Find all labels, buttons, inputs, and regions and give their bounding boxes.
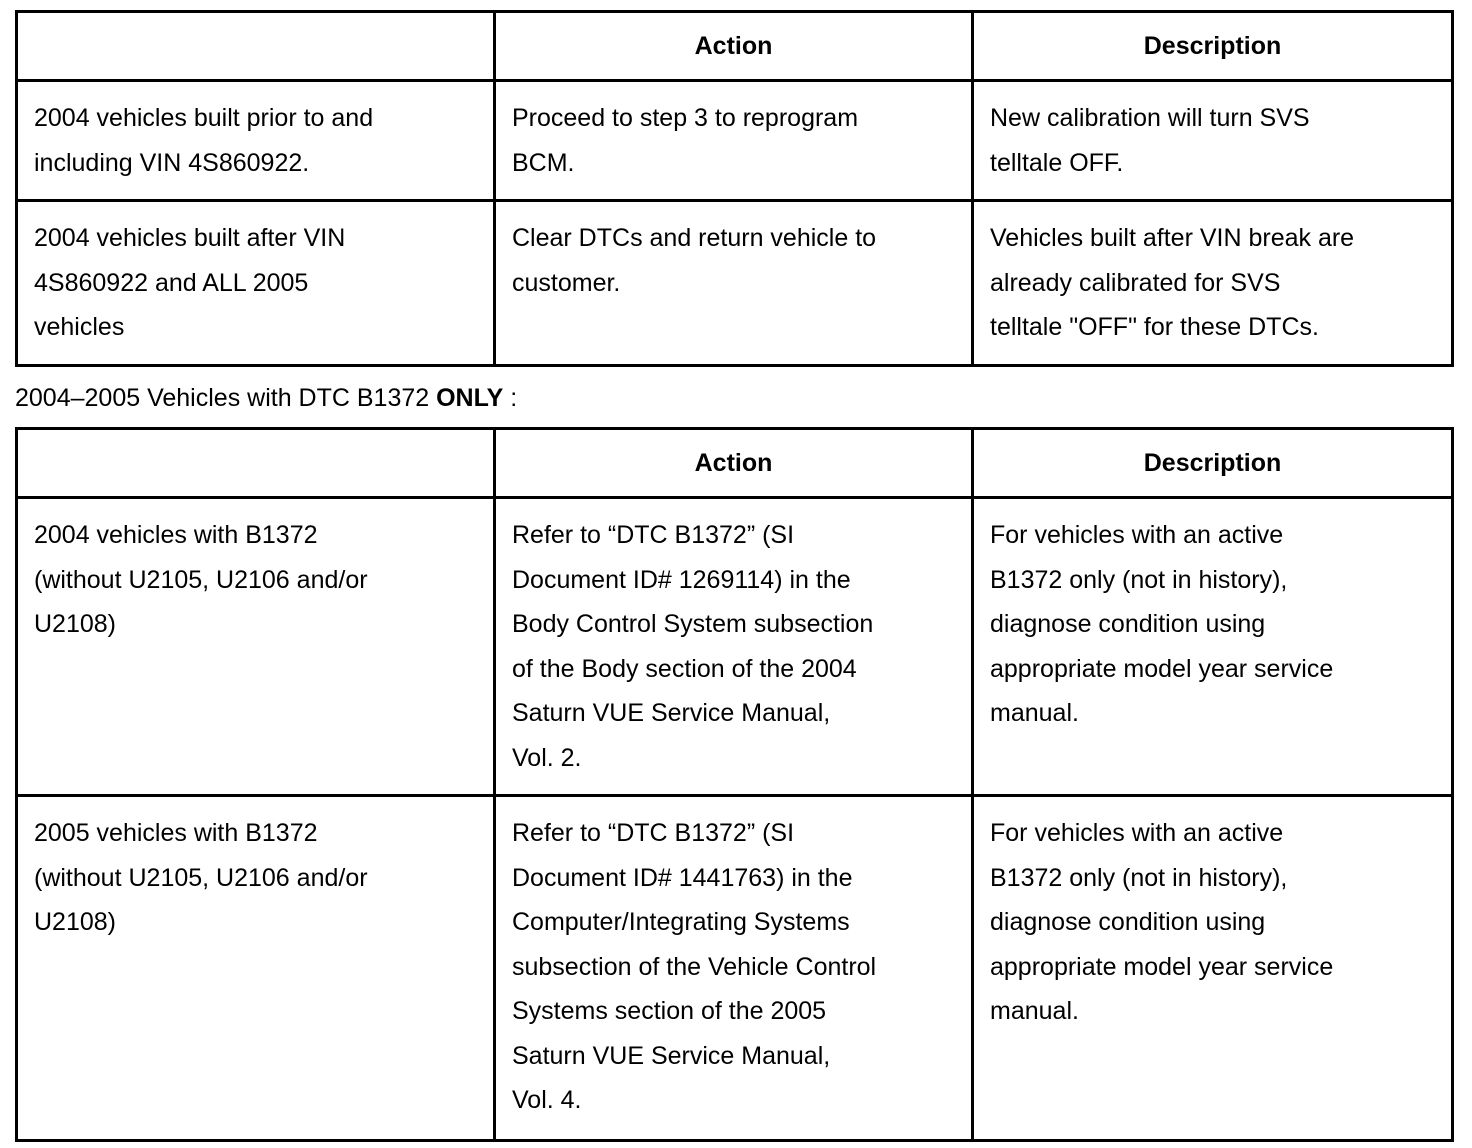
table-row [17,81,1453,201]
cell-line: appropriate model year service [990,654,1334,683]
condition-cell [17,796,495,1141]
cell-line: 2004 vehicles built prior to and [34,104,374,132]
cell-line: U2108) [34,908,116,936]
cell-line: telltale "OFF" for these DTCs. [990,313,1319,341]
cell-line: Vehicles built after VIN break are [990,224,1355,252]
cell-line: Clear DTCs and return vehicle to [512,224,877,252]
table-header-row [17,429,1453,498]
cell-line: Refer to “DTC B1372” (SI [512,819,795,847]
cell-line: Proceed to step 3 to reprogram [512,104,859,132]
table-row [17,796,1453,1141]
section-heading [15,380,517,416]
condition-cell [17,81,495,201]
description-cell [973,498,1453,796]
action-cell [495,201,973,366]
header-action: Action [495,12,973,81]
condition-cell [17,498,495,796]
cell-line: B1372 only (not in history), [990,565,1288,594]
description-cell [973,201,1453,366]
cell-line: manual. [990,997,1079,1025]
cell-line: subsection of the Vehicle Control [512,952,877,981]
cell-line: telltale OFF. [990,148,1124,177]
description-cell [973,81,1453,201]
cell-line: For vehicles with an active [990,819,1284,847]
cell-line: including VIN 4S860922. [34,148,310,177]
cell-line: of the Body section of the 2004 [512,654,857,683]
cell-line: already calibrated for SVS [990,268,1281,297]
cell-line: diagnose condition using [990,610,1266,638]
cell-line: Vol. 4. [512,1086,582,1114]
cell-line: For vehicles with an active [990,521,1284,549]
cell-line: B1372 only (not in history), [990,863,1288,892]
table-row [17,201,1453,366]
description-cell [973,796,1453,1141]
header-description: Description [973,12,1453,81]
section-heading-suffix: : [503,384,518,412]
cell-line: Document ID# 1441763) in the [512,863,853,892]
cell-line: Vol. 2. [512,743,582,772]
section-heading-emphasis: ONLY [436,384,504,412]
cell-line: (without U2105, U2106 and/or [34,863,368,892]
header-condition [17,429,495,498]
cell-line: 2004 vehicles with B1372 [34,521,318,549]
table-header-row [17,12,1453,81]
cell-line: Systems section of the 2005 [512,997,827,1025]
cell-line: customer. [512,268,621,297]
header-condition [17,12,495,81]
cell-line: Computer/Integrating Systems [512,908,850,936]
cell-line: vehicles [34,313,125,341]
header-description: Description [973,429,1453,498]
table-row [17,498,1453,796]
action-cell [495,81,973,201]
header-action: Action [495,429,973,498]
cell-line: (without U2105, U2106 and/or [34,565,368,594]
cell-line: U2108) [34,610,116,638]
cell-line: Document ID# 1269114) in the [512,565,851,594]
cell-line: Saturn VUE Service Manual, [512,699,831,727]
cell-line: appropriate model year service [990,952,1334,981]
action-cell [495,498,973,796]
action-cell [495,796,973,1141]
cell-line: Saturn VUE Service Manual, [512,1041,831,1070]
vin-break-table [15,10,1454,367]
condition-cell [17,201,495,366]
section-heading-prefix: 2004–2005 Vehicles with DTC B1372 [15,384,437,412]
cell-line: Body Control System subsection [512,610,874,638]
cell-line: 4S860922 and ALL 2005 [34,268,309,297]
cell-line: BCM. [512,148,575,177]
cell-line: New calibration will turn SVS [990,104,1310,132]
cell-line: Refer to “DTC B1372” (SI [512,521,795,549]
b1372-table [15,427,1454,1142]
cell-line: 2005 vehicles with B1372 [34,819,318,847]
cell-line: 2004 vehicles built after VIN [34,224,346,252]
cell-line: diagnose condition using [990,908,1266,936]
cell-line: manual. [990,699,1079,727]
